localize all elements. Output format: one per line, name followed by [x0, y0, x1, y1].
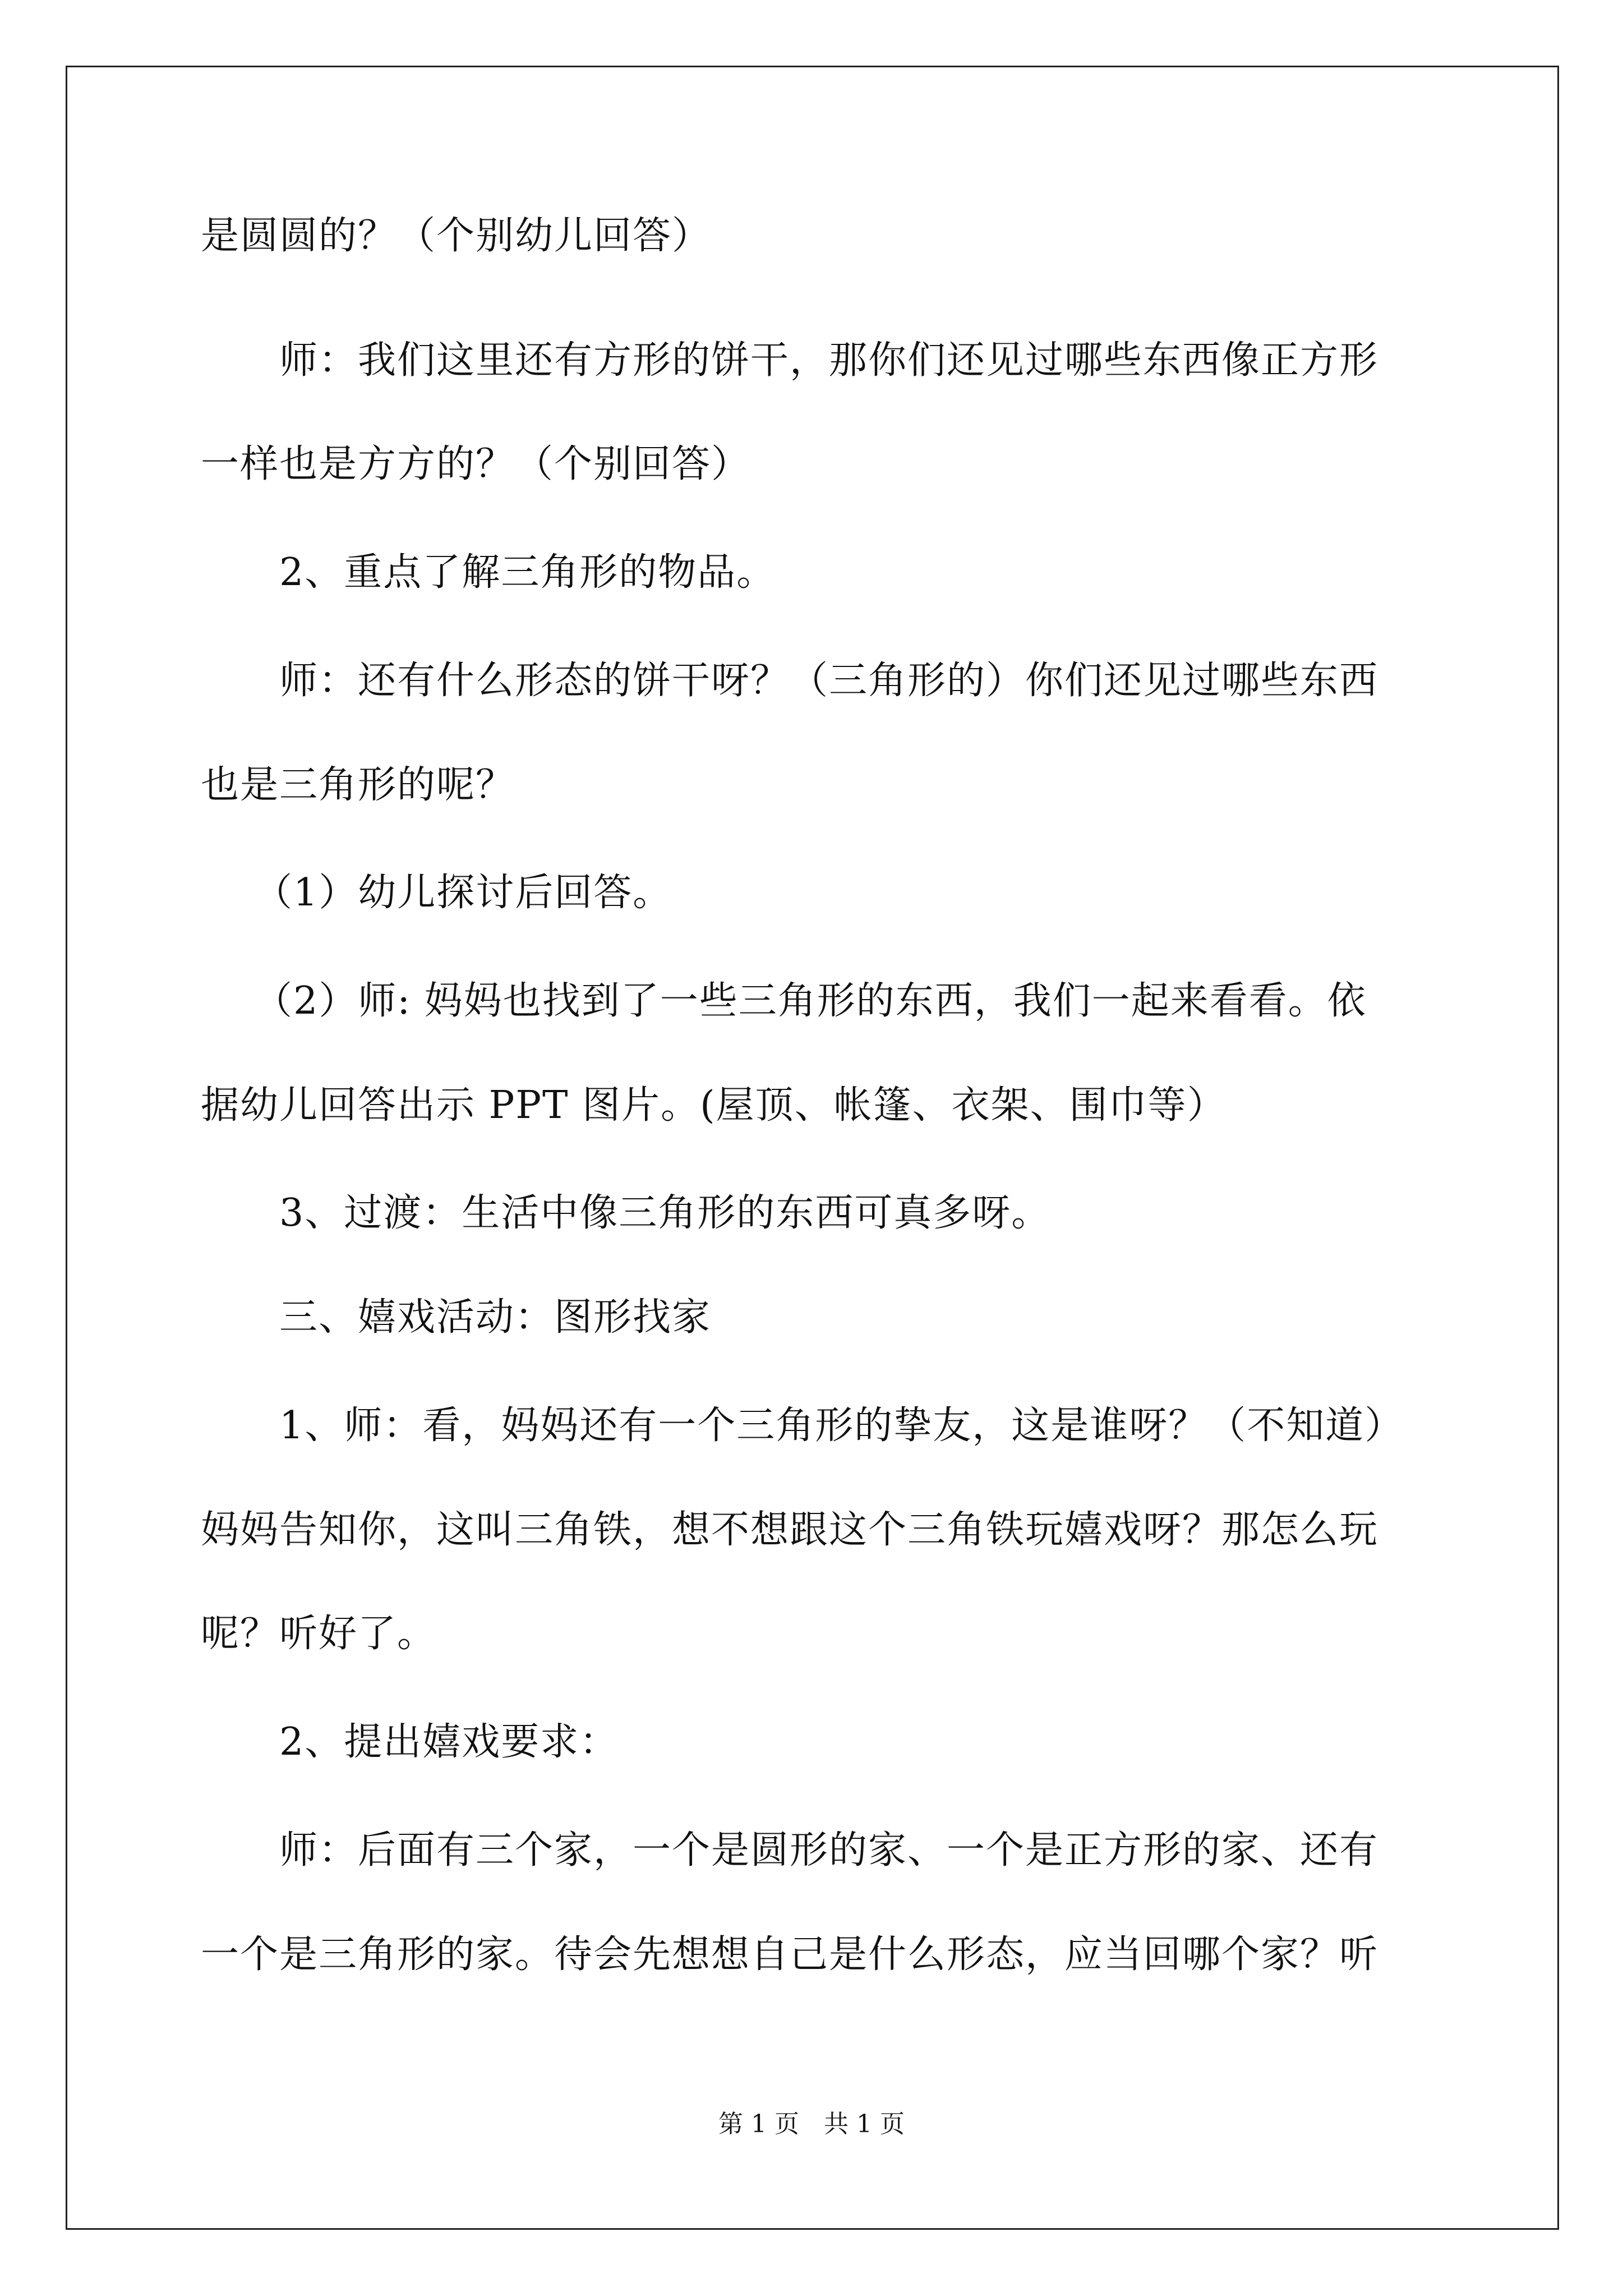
paragraph-line: 师：后面有三个家，一个是圆形的家、一个是正方形的家、还有 — [279, 1828, 1379, 1872]
paragraph-line: 2、提出嬉戏要求： — [279, 1720, 619, 1764]
paragraph-line: 1、师：看，妈妈还有一个三角形的挚友，这是谁呀？（不知道） — [279, 1404, 1404, 1448]
paragraph-line: 呢？听好了。 — [201, 1612, 437, 1656]
paragraph-line: 是圆圆的？（个别幼儿回答） — [201, 214, 712, 258]
paragraph-line: 据幼儿回答出示 PPT 图片。(屋顶、帐篷、衣架、围巾等） — [201, 1083, 1227, 1128]
page-border — [66, 66, 1559, 2230]
paragraph-line: （2）师: 妈妈也找到了一些三角形的东西，我们一起来看看。依 — [254, 979, 1367, 1023]
paragraph-line: 师：还有什么形态的饼干呀？（三角形的）你们还见过哪些东西 — [279, 659, 1379, 703]
paragraph-line: 妈妈告知你，这叫三角铁，想不想跟这个三角铁玩嬉戏呀？那怎么玩 — [201, 1508, 1379, 1552]
page-footer: 第 1 页 共 1 页 — [718, 2110, 905, 2138]
paragraph-line: 也是三角形的呢？ — [201, 763, 515, 807]
paragraph-line: 3、过渡：生活中像三角形的东西可真多呀。 — [279, 1191, 1051, 1235]
paragraph-line: 一个是三角形的家。待会先想想自己是什么形态，应当回哪个家？听 — [201, 1932, 1379, 1977]
paragraph-line: 2、重点了解三角形的物品。 — [279, 550, 776, 595]
paragraph-line: （1）幼儿探讨后回答。 — [254, 871, 672, 915]
paragraph-line: 师：我们这里还有方形的饼干，那你们还见过哪些东西像正方形 — [279, 338, 1379, 383]
paragraph-line: 三、嬉戏活动：图形找家 — [279, 1295, 712, 1340]
paragraph-line: 一样也是方方的？（个别回答） — [201, 442, 751, 486]
